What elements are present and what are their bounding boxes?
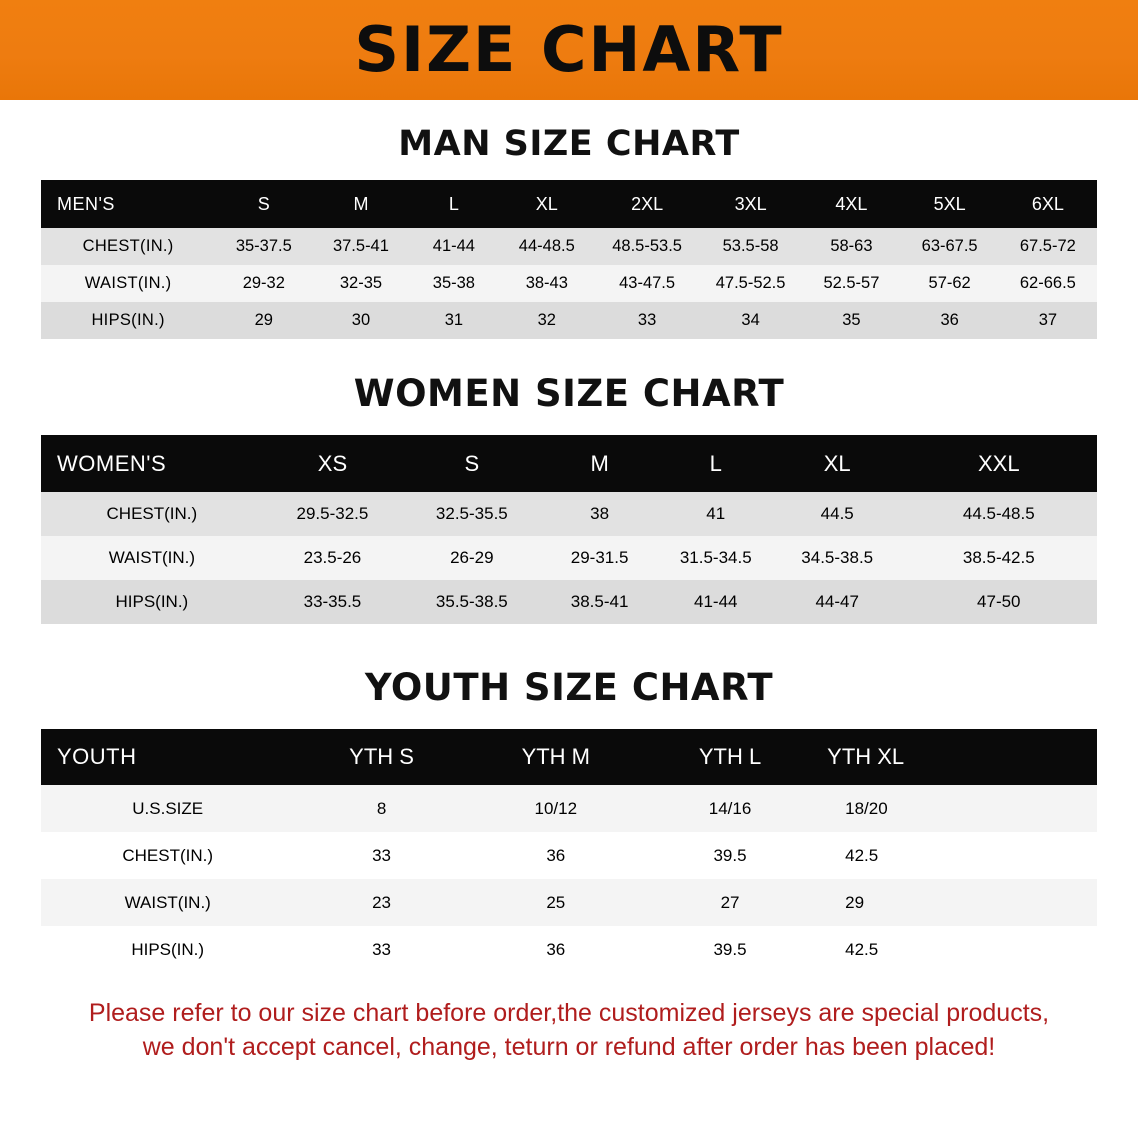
table-cell: 63-67.5 bbox=[921, 237, 978, 255]
table-cell: 32-35 bbox=[339, 274, 383, 292]
header-cell: YTH M bbox=[521, 744, 591, 769]
page-title: SIZE CHART bbox=[354, 13, 784, 86]
header-cell: M bbox=[353, 193, 369, 214]
row-label: CHEST(IN.) bbox=[82, 237, 174, 255]
table-cell: 41 bbox=[706, 504, 726, 523]
table-cell: 37 bbox=[1038, 311, 1058, 329]
table-cell: 34 bbox=[741, 311, 760, 329]
table-cell: 41-44 bbox=[432, 237, 475, 255]
table-cell: 47.5-52.5 bbox=[715, 274, 786, 292]
table-cell: 25 bbox=[546, 892, 566, 912]
table-cell: 14/16 bbox=[708, 798, 752, 818]
table-cell: 39.5 bbox=[713, 939, 747, 959]
table-cell: 35-38 bbox=[432, 274, 475, 292]
table-cell: 35 bbox=[842, 311, 861, 329]
table-cell: 67.5-72 bbox=[1019, 237, 1076, 255]
header-cell: XS bbox=[317, 450, 348, 476]
table-cell: 26-29 bbox=[450, 548, 494, 567]
header-cell: S bbox=[257, 193, 270, 214]
table-cell: 29 bbox=[845, 892, 865, 912]
youth-table-wrap bbox=[0, 729, 1138, 973]
table-cell: 36 bbox=[940, 311, 959, 329]
man-section-heading: MAN SIZE CHART bbox=[398, 124, 740, 164]
women-section-heading: WOMEN SIZE CHART bbox=[353, 372, 785, 415]
table-cell: 43-47.5 bbox=[619, 274, 676, 292]
table-cell: 44.5 bbox=[820, 504, 854, 523]
table-cell: 42.5 bbox=[845, 845, 879, 865]
header-cell: L bbox=[709, 450, 722, 476]
table-cell: 37.5-41 bbox=[332, 237, 389, 255]
table-cell: 53.5-58 bbox=[722, 237, 779, 255]
man-table-wrap bbox=[0, 180, 1138, 339]
table-cell: 32 bbox=[537, 311, 556, 329]
table-cell: 32.5-35.5 bbox=[435, 504, 508, 523]
header-cell: L bbox=[448, 193, 459, 214]
youth-size-table bbox=[41, 729, 1097, 973]
table-row bbox=[41, 832, 1097, 879]
row-label: HIPS(IN.) bbox=[131, 939, 205, 959]
table-cell: 18/20 bbox=[845, 798, 888, 818]
table-cell: 33 bbox=[372, 845, 392, 865]
table-cell: 44-48.5 bbox=[518, 237, 575, 255]
header-cell: 6XL bbox=[1031, 193, 1064, 214]
table-cell: 27 bbox=[720, 892, 740, 912]
header-cell: 4XL bbox=[835, 193, 868, 214]
table-row bbox=[41, 580, 1097, 624]
header-cell: MEN'S bbox=[57, 193, 115, 214]
header-cell: XXL bbox=[977, 450, 1020, 476]
table-row bbox=[41, 265, 1097, 302]
footer-note-line-1: Please refer to our size chart before order,the customized jerseys are special products, bbox=[88, 999, 1050, 1027]
row-label: HIPS(IN.) bbox=[91, 311, 165, 329]
table-cell: 29-32 bbox=[242, 274, 285, 292]
table-cell: 48.5-53.5 bbox=[612, 237, 682, 255]
table-row bbox=[41, 879, 1097, 926]
table-cell: 33-35.5 bbox=[303, 592, 362, 611]
table-header-row bbox=[41, 729, 1097, 785]
table-cell: 38-43 bbox=[525, 274, 568, 292]
row-label: CHEST(IN.) bbox=[106, 504, 198, 523]
table-row bbox=[41, 926, 1097, 973]
header-cell: WOMEN'S bbox=[57, 450, 167, 476]
table-cell: 33 bbox=[637, 311, 657, 329]
header-cell: YTH L bbox=[698, 744, 762, 769]
row-label: HIPS(IN.) bbox=[115, 592, 189, 611]
table-cell: 33 bbox=[372, 939, 392, 959]
table-row bbox=[41, 228, 1097, 265]
header-cell: YOUTH bbox=[57, 744, 137, 769]
header-cell: 2XL bbox=[631, 193, 664, 214]
table-cell: 29 bbox=[254, 311, 273, 329]
header-cell: XL bbox=[823, 450, 851, 476]
header-cell: YTH S bbox=[349, 744, 414, 769]
table-cell: 38 bbox=[590, 504, 610, 523]
table-cell: 47-50 bbox=[977, 592, 1021, 611]
row-label: WAIST(IN.) bbox=[84, 274, 172, 292]
table-row bbox=[41, 536, 1097, 580]
women-table-wrap bbox=[0, 435, 1138, 624]
row-label: WAIST(IN.) bbox=[124, 892, 211, 912]
table-cell: 10/12 bbox=[534, 798, 578, 818]
header-cell: S bbox=[464, 450, 480, 476]
table-cell: 62-66.5 bbox=[1019, 274, 1076, 292]
table-cell: 52.5-57 bbox=[823, 274, 880, 292]
header-cell: M bbox=[590, 450, 609, 476]
header-cell: XL bbox=[535, 193, 558, 214]
table-cell: 30 bbox=[351, 311, 371, 329]
table-cell: 8 bbox=[376, 798, 387, 818]
table-header-row bbox=[41, 435, 1097, 492]
header-cell: YTH XL bbox=[827, 744, 905, 769]
table-row bbox=[41, 492, 1097, 536]
table-cell: 35-37.5 bbox=[235, 237, 292, 255]
men-size-table bbox=[41, 180, 1097, 339]
table-cell: 44.5-48.5 bbox=[962, 504, 1035, 523]
table-cell: 36 bbox=[546, 939, 566, 959]
table-cell: 58-63 bbox=[830, 237, 873, 255]
table-cell: 35.5-38.5 bbox=[435, 592, 508, 611]
table-cell: 29-31.5 bbox=[570, 548, 629, 567]
header-cell: 5XL bbox=[933, 193, 966, 214]
table-header-row bbox=[41, 180, 1097, 228]
table-cell: 34.5-38.5 bbox=[801, 548, 874, 567]
table-cell: 39.5 bbox=[713, 845, 747, 865]
table-row bbox=[41, 302, 1097, 339]
table-cell: 41-44 bbox=[694, 592, 738, 611]
row-label: WAIST(IN.) bbox=[108, 548, 195, 567]
table-cell: 31 bbox=[444, 311, 464, 329]
table-cell: 38.5-41 bbox=[570, 592, 629, 611]
table-cell: 23.5-26 bbox=[303, 548, 362, 567]
table-row bbox=[41, 785, 1097, 832]
table-cell: 57-62 bbox=[928, 274, 971, 292]
table-cell: 38.5-42.5 bbox=[962, 548, 1035, 567]
table-cell: 42.5 bbox=[845, 939, 879, 959]
table-cell: 23 bbox=[372, 892, 392, 912]
row-label: CHEST(IN.) bbox=[122, 845, 214, 865]
row-label: U.S.SIZE bbox=[132, 798, 204, 818]
table-cell: 44-47 bbox=[815, 592, 859, 611]
table-cell: 29.5-32.5 bbox=[296, 504, 369, 523]
header-banner bbox=[0, 0, 1138, 100]
women-size-table bbox=[41, 435, 1097, 624]
youth-section-heading: YOUTH SIZE CHART bbox=[364, 666, 774, 709]
footer-note-line-2: we don't accept cancel, change, teturn or refund after order has been placed! bbox=[142, 1032, 996, 1061]
footer-note bbox=[0, 997, 1138, 1065]
table-cell: 36 bbox=[546, 845, 566, 865]
header-cell: 3XL bbox=[734, 193, 767, 214]
table-cell: 31.5-34.5 bbox=[679, 548, 752, 567]
